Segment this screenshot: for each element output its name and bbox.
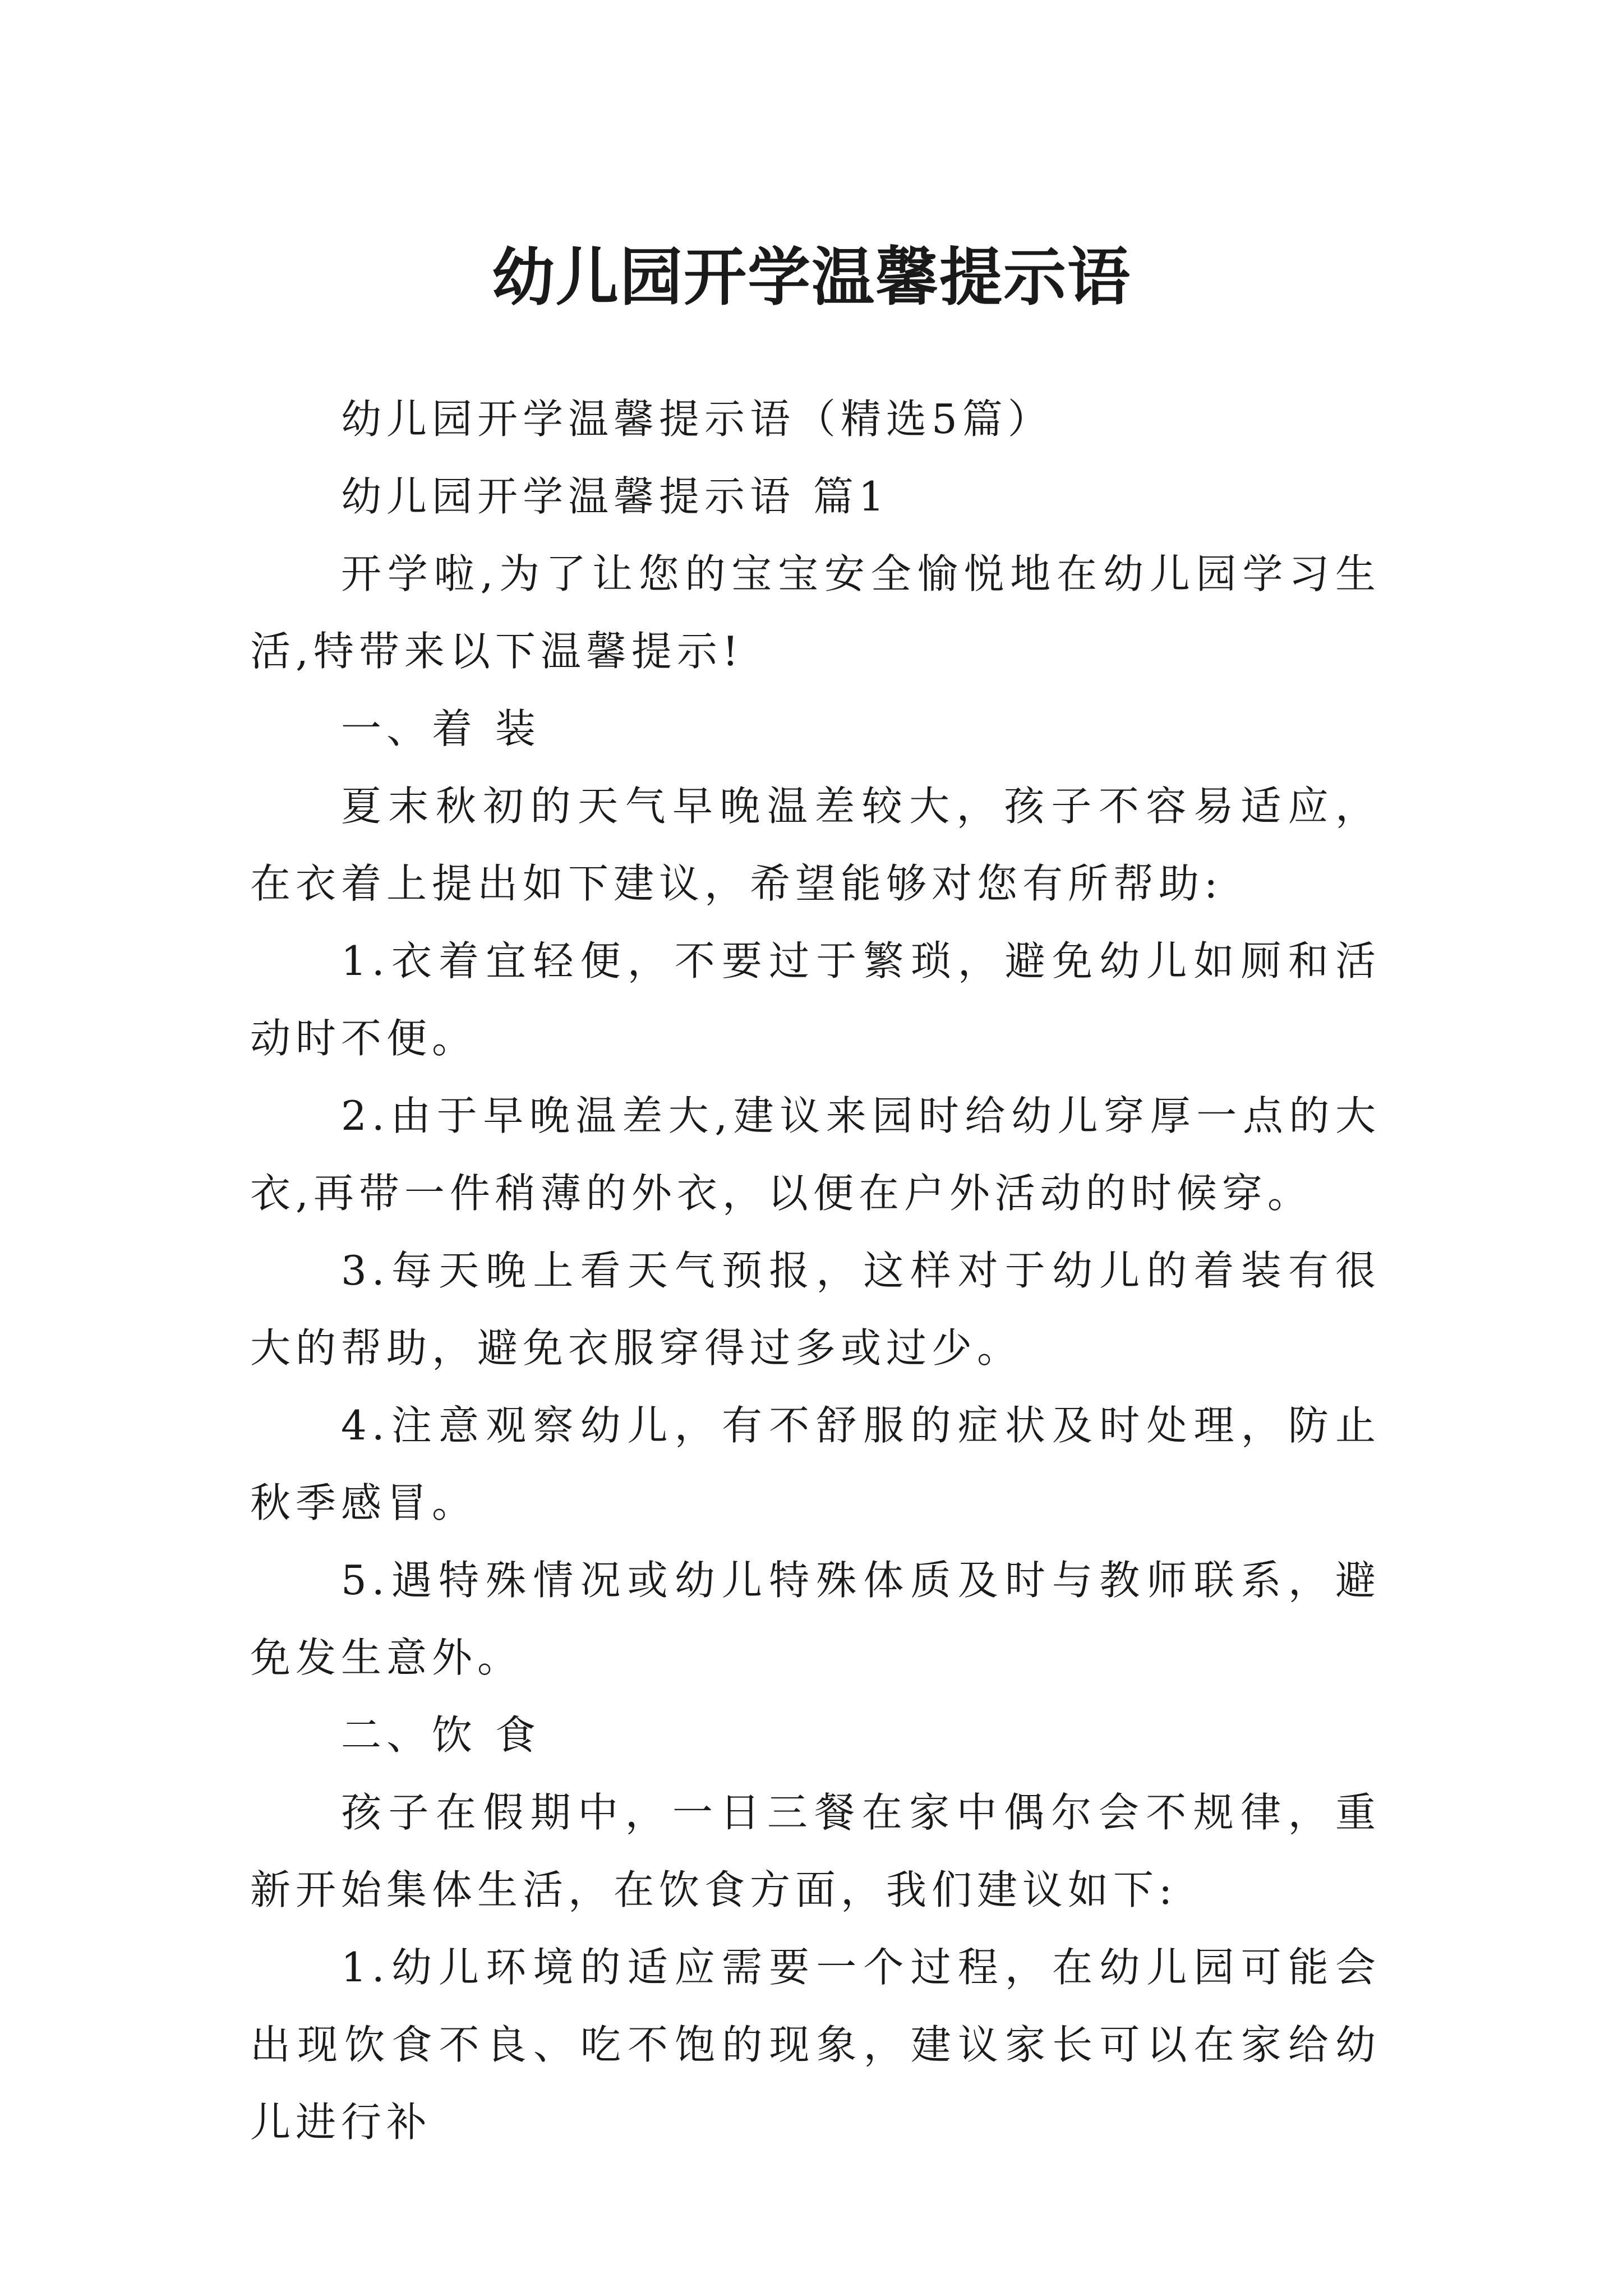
document-title: 幼儿园开学温馨提示语 [492, 241, 1131, 315]
list-item-paragraph: 1.衣着宜轻便，不要过于繁琐，避免幼儿如厕和活动时不便。 [250, 937, 1381, 1062]
list-item-paragraph: 3.每天晚上看天气预报，这样对于幼儿的着装有很大的帮助，避免衣服穿得过多或过少。 [250, 1247, 1381, 1372]
list-item-paragraph: 2.由于早晚温差大,建议来园时给幼儿穿厚一点的大衣,再带一件稍薄的外衣，以便在户外活动的时候穿。 [250, 1092, 1381, 1217]
body-paragraph: 开学啦,为了让您的宝宝安全愉悦地在幼儿园学习生活,特带来以下温馨提示! [250, 550, 1381, 675]
body-paragraph: 孩子在假期中，一日三餐在家中偶尔会不规律，重新开始集体生活，在饮食方面，我们建议如下: [250, 1789, 1381, 1913]
body-paragraph: 夏末秋初的天气早晚温差较大，孩子不容易适应，在衣着上提出如下建议，希望能够对您有所帮助: [250, 783, 1381, 907]
list-item-paragraph: 1.幼儿环境的适应需要一个过程，在幼儿园可能会出现饮食不良、吃不饱的现象，建议家长可以在家给幼儿进行补 [250, 1944, 1381, 2146]
document-body [250, 380, 1381, 2161]
section-heading-paragraph: 一、着 装 [341, 705, 541, 752]
list-item-paragraph: 5.遇特殊情况或幼儿特殊体质及时与教师联系，避免发生意外。 [250, 1557, 1381, 1681]
section-heading-paragraph: 幼儿园开学温馨提示语 篇1 [341, 473, 889, 520]
subtitle-paragraph: 幼儿园开学温馨提示语（精选5篇） [341, 395, 1053, 443]
section-heading-paragraph: 二、饮 食 [341, 1711, 541, 1759]
list-item-paragraph: 4.注意观察幼儿，有不舒服的症状及时处理，防止秋季感冒。 [250, 1402, 1381, 1526]
